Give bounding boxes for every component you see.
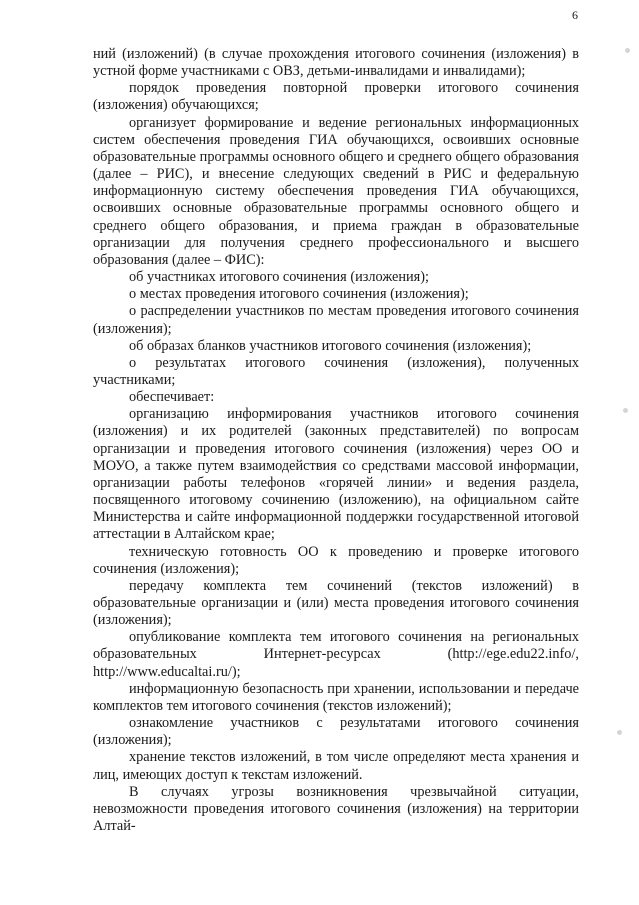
paragraph-topic-transfer: передачу комплекта тем сочинений (текстов изложений) в образовательные организации и (или) места проведения итогового сочинения (изложения); [93, 577, 579, 629]
paragraph-info-security: информационную безопасность при хранении, использовании и передаче комплектов тем итогового сочинения (текстов изложений); [93, 680, 579, 714]
list-item-distribution: о распределении участников по местам проведения итогового сочинения (изложения); [93, 303, 579, 337]
paragraph-recheck-procedure: порядок проведения повторной проверки итогового сочинения (изложения) обучающихся; [93, 80, 579, 114]
page-number: 6 [572, 8, 578, 22]
paragraph-emergency: В случаях угрозы возникновения чрезвычайной ситуации, невозможности проведения итогового сочинения (изложения) на территории Алтай- [93, 783, 579, 835]
scan-speck [625, 48, 630, 53]
paragraph-technical-readiness: техническую готовность ОО к проведению и проверке итогового сочинения (изложения); [93, 543, 579, 577]
paragraph-publication: опубликование комплекта тем итогового сочинения на региональных образовательных Интернет-ресурсах (http://ege.edu22.info/, [93, 629, 579, 663]
paragraph-familiarization: ознакомление участников с результатами итогового сочинения (изложения); [93, 715, 579, 749]
paragraph-publication-url: http://www.educaltai.ru/); [93, 663, 241, 680]
scan-speck [617, 730, 622, 735]
paragraph-informing: организацию информирования участников итогового сочинения (изложения) и их родителей (законных представителей) по вопросам организации и проведения итогового сочинения (изложения) через ОО и МОУО, а также путем взаимодействия со средствами массовой информации, организации работы телефонов «горячей линии» и ведения раздела, посвященного итоговому сочинению (изложению), на официальном сайте Министерства и сайте информационной поддержки государственной итоговой аттестации в Алтайском крае; [93, 406, 579, 543]
paragraph-information-systems: организует формирование и ведение региональных информационных систем обеспечения проведения ГИА обучающихся, освоивших основные образовательные программы основного общего и среднего общего образования (далее – РИС), и внесение следующих сведений в РИС и федеральную информационную систему обеспечения проведения ГИА обучающихся, освоивших основные образовательные программы основного общего и среднего общего образования, и приема граждан в образовательные организации для получения среднего профессионального и высшего образования (далее – ФИС): [93, 114, 579, 268]
paragraph-ensures: обеспечивает: [129, 389, 215, 406]
scan-speck [623, 408, 628, 413]
list-item-venues: о местах проведения итогового сочинения (изложения); [129, 286, 469, 303]
list-item-form-images: об образах бланков участников итогового сочинения (изложения); [129, 337, 532, 354]
list-item-results: о результатах итогового сочинения (изложения), полученных участниками; [93, 354, 579, 388]
list-item-participants: об участниках итогового сочинения (изложения); [129, 269, 429, 286]
paragraph-storage: хранение текстов изложений, в том числе определяют места хранения и лиц, имеющих доступ к текстам изложений. [93, 749, 579, 783]
paragraph-continuation: ний (изложений) (в случае прохождения итогового сочинения (изложения) в устной форме участниками с ОВЗ, детьми-инвалидами и инвалидами); [93, 46, 579, 80]
document-body [93, 46, 579, 835]
